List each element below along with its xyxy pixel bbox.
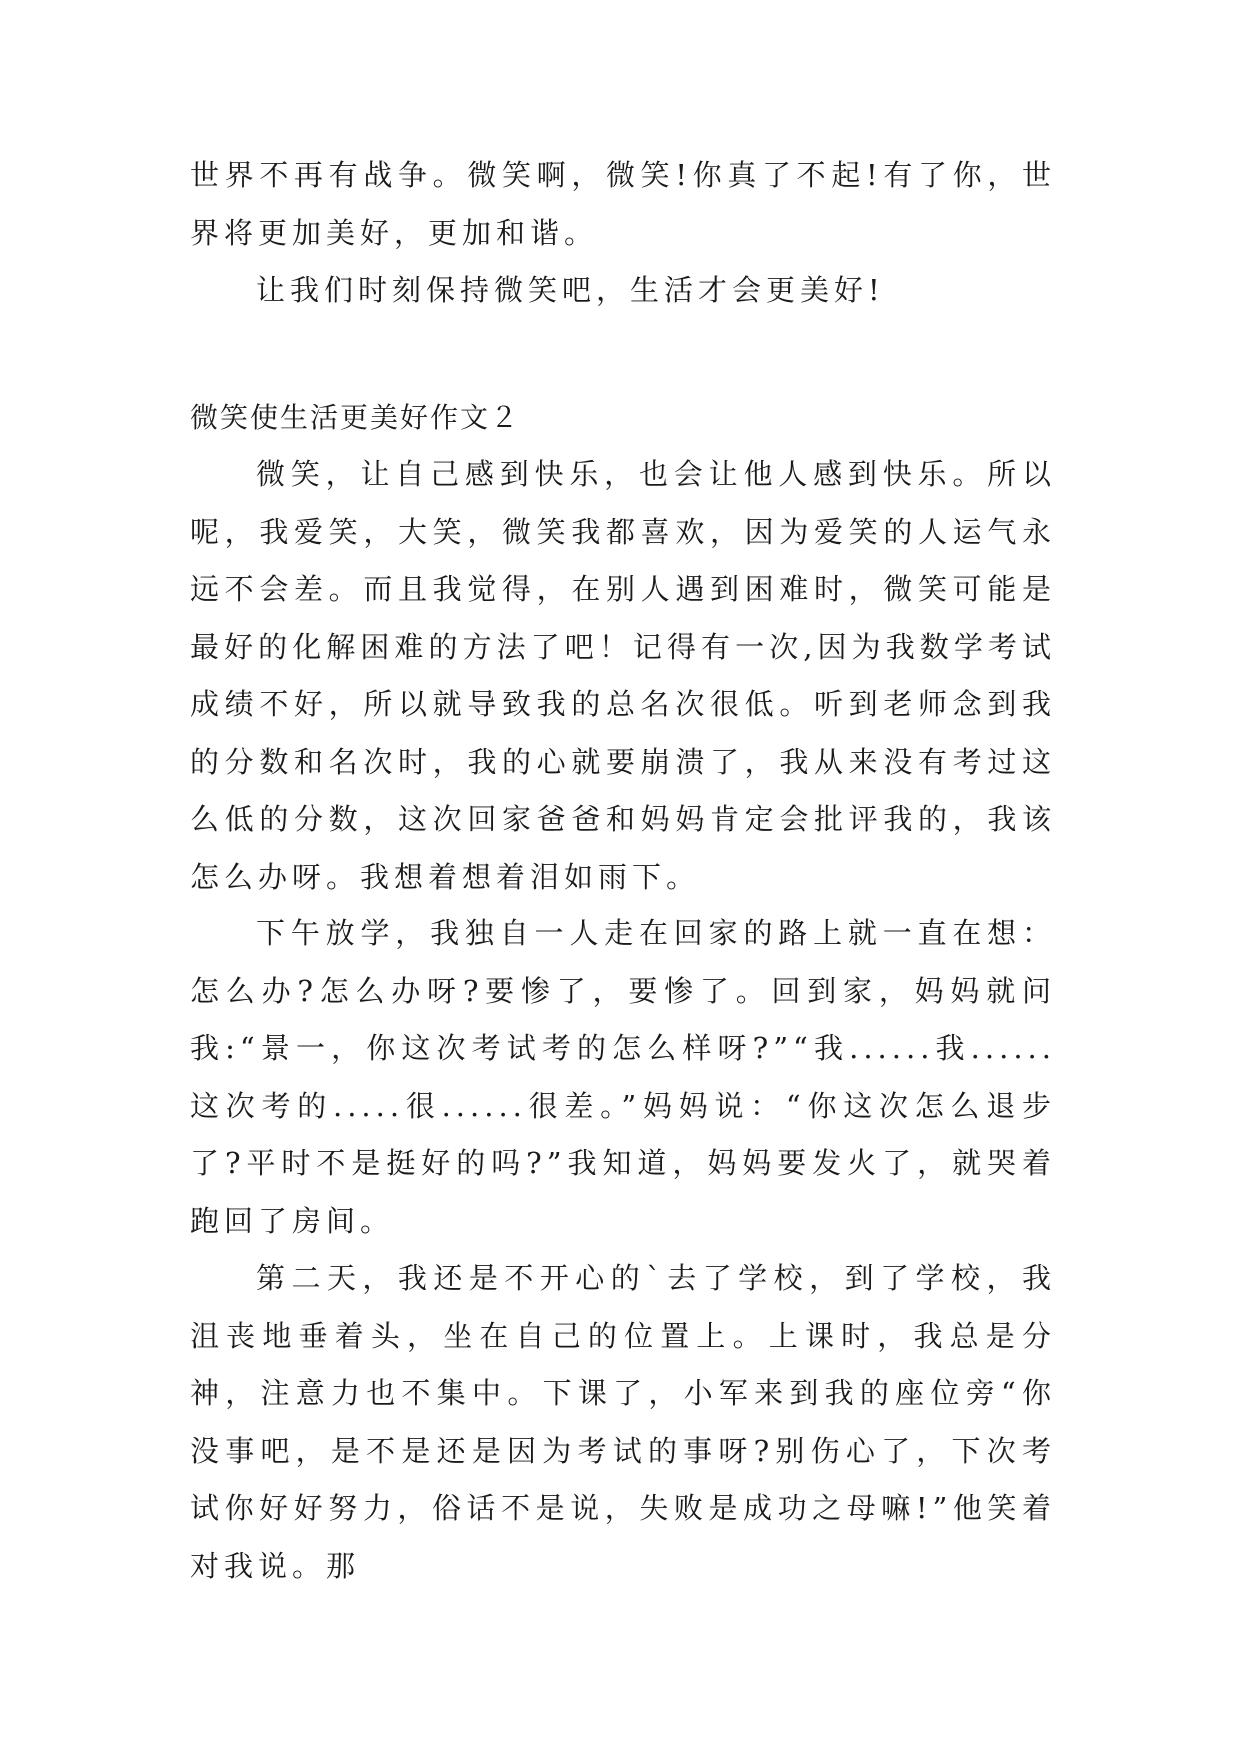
paragraph-1 — [190, 147, 1056, 262]
paragraph-text: 第二天，我还是不开心的`去了学校，到了学校，我沮丧地垂着头，坐在自己的位置上。上课时，我总是分神，注意力也不集中。下课了，小军来到我的座位旁“你没事吧，是不是还是因为考试的事呀?别伤心了，下次考试你好好努力，俗话不是说，失败是成功之母嘛!”他笑着对我说。那 — [190, 1261, 1056, 1583]
paragraph-text: 微笑，让自己感到快乐，也会让他人感到快乐。所以呢，我爱笑，大笑，微笑我都喜欢，因为爱笑的人运气永远不会差。而且我觉得，在别人遇到困难时，微笑可能是最好的化解困难的方法了吧！记得有一次,因为我数学考试成绩不好，所以就导致我的总名次很低。听到老师念到我的分数和名次时，我的心就要崩溃了，我从来没有考过这么低的分数，这次回家爸爸和妈妈肯定会批评我的，我该怎么办呀。我想着想着泪如雨下。 — [190, 457, 1056, 894]
paragraph-4 — [190, 905, 1056, 1250]
paragraph-text: 下午放学，我独自一人走在回家的路上就一直在想：怎么办?怎么办呀?要惨了，要惨了。回到家，妈妈就问我:“景一，你这次考试考的怎么样呀?”“我......我......这次考的.....很......很差。”妈妈说：“你这次怎么退步了?平时不是挺好的吗?”我知道，妈妈要发火了，就哭着跑回了房间。 — [190, 916, 1056, 1238]
paragraph-text: 让我们时刻保持微笑吧，生活才会更美好! — [256, 273, 885, 307]
paragraph-5 — [190, 1250, 1056, 1595]
heading-text: 微笑使生活更美好作文２ — [190, 401, 521, 434]
section-heading — [190, 389, 1056, 447]
paragraph-2 — [190, 262, 1056, 320]
paragraph-3 — [190, 446, 1056, 906]
paragraph-text: 世界不再有战争。微笑啊，微笑!你真了不起!有了你，世界将更加美好，更加和谐。 — [190, 158, 1056, 250]
